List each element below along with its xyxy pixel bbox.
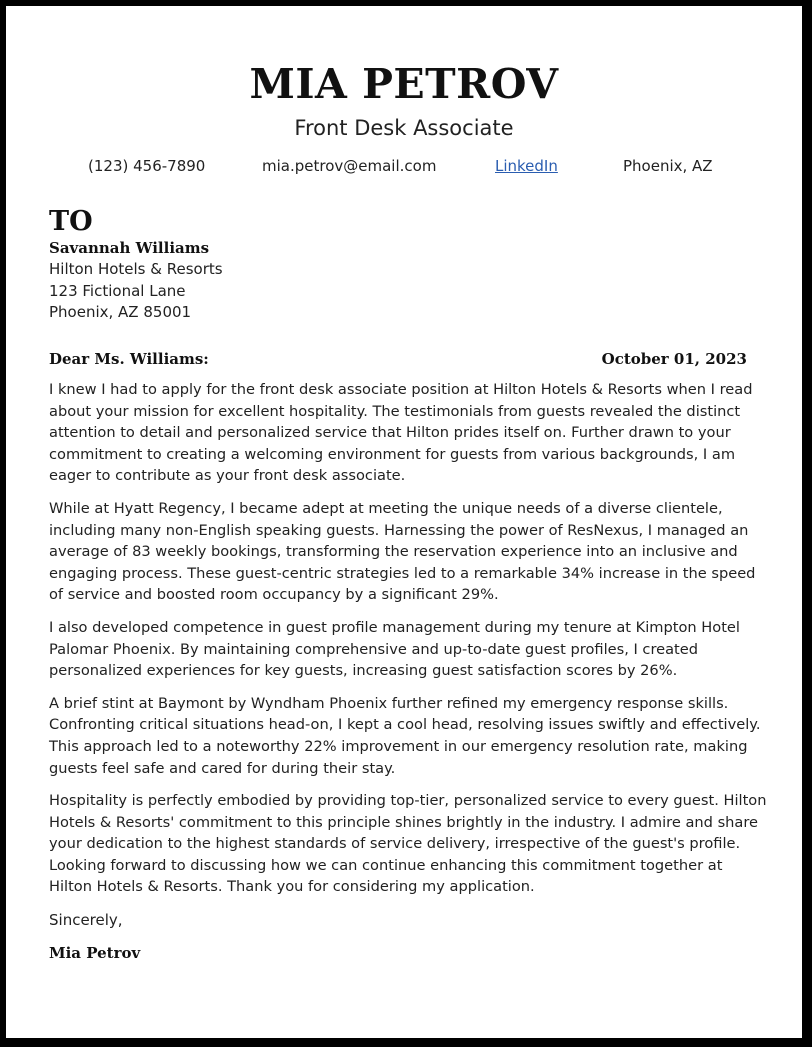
signature: Mia Petrov (49, 944, 141, 963)
recipient-company: Hilton Hotels & Resorts (49, 260, 223, 278)
contact-info (6, 154, 802, 178)
greeting-row (49, 348, 747, 370)
letter-body (49, 379, 769, 964)
recipient-heading: TO (49, 206, 93, 237)
recipient-street: 123 Fictional Lane (49, 281, 186, 300)
closing: Sincerely, (49, 911, 123, 930)
body-paragraph: A brief stint at Baymont by Wyndham Phoenix further refined my emergency response skills. Confronting critical situations head-on, I kept a cool head, resolving issues swiftly and effectively. This approach led to a noteworthy 22% improvement in our emergency resolution rate, making guests feel safe and cared for during their stay. (49, 694, 761, 777)
contact-phone: (123) 456-7890 (88, 157, 206, 175)
body-paragraph: I knew I had to apply for the front desk associate position at Hilton Hotels & Resorts when I read about your mission for excellent hospitality. The testimonials from guests revealed the distinct attention to detail and personalized service that Hilton prides itself on. Further drawn to your commitment to creating a welcoming environment for guests from various backgrounds, I am eager to contribute as your front desk associate. (49, 381, 753, 485)
body-paragraph: While at Hyatt Regency, I became adept at meeting the unique needs of a diverse clientele, including many non-English speaking guests. Harnessing the power of ResNexus, I managed an average of 83 weekly bookings, transforming the reservation experience into an inclusive and engaging process. These guest-centric strategies led to a remarkable 34% increase in the speed of service and boosted room occupancy by a significant 29%. (49, 499, 756, 604)
salutation: Dear Ms. Williams: (49, 350, 209, 368)
letter-header (6, 58, 802, 142)
letter-date: October 01, 2023 (601, 350, 747, 368)
recipient-block (49, 206, 223, 324)
body-paragraph: I also developed competence in guest profile management during my tenure at Kimpton Hotel Palomar Phoenix. By maintaining comprehensive and up-to-date guest profiles, I created personalized experiences for key guests, increasing guest satisfaction scores by 26%. (49, 618, 740, 680)
recipient-city: Phoenix, AZ 85001 (49, 303, 192, 321)
linkedin-link[interactable]: LinkedIn (495, 157, 558, 175)
contact-location: Phoenix, AZ (623, 157, 713, 175)
applicant-name: MIA PETROV (249, 60, 559, 108)
applicant-title: Front Desk Associate (294, 116, 514, 140)
recipient-name: Savannah Williams (49, 239, 210, 257)
contact-email: mia.petrov@email.com (262, 157, 437, 175)
letter-page (6, 6, 802, 1038)
body-paragraph: Hospitality is perfectly embodied by providing top-tier, personalized service to every guest. Hilton Hotels & Resorts' commitment to this principle shines brightly in the industry. I admire and share your dedication to the highest standards of service delivery, irrespective of the guest's profile. Looking forward to discussing how we can continue enhancing this commitment together at Hilton Hotels & Resorts. Thank you for considering my application. (49, 792, 767, 896)
